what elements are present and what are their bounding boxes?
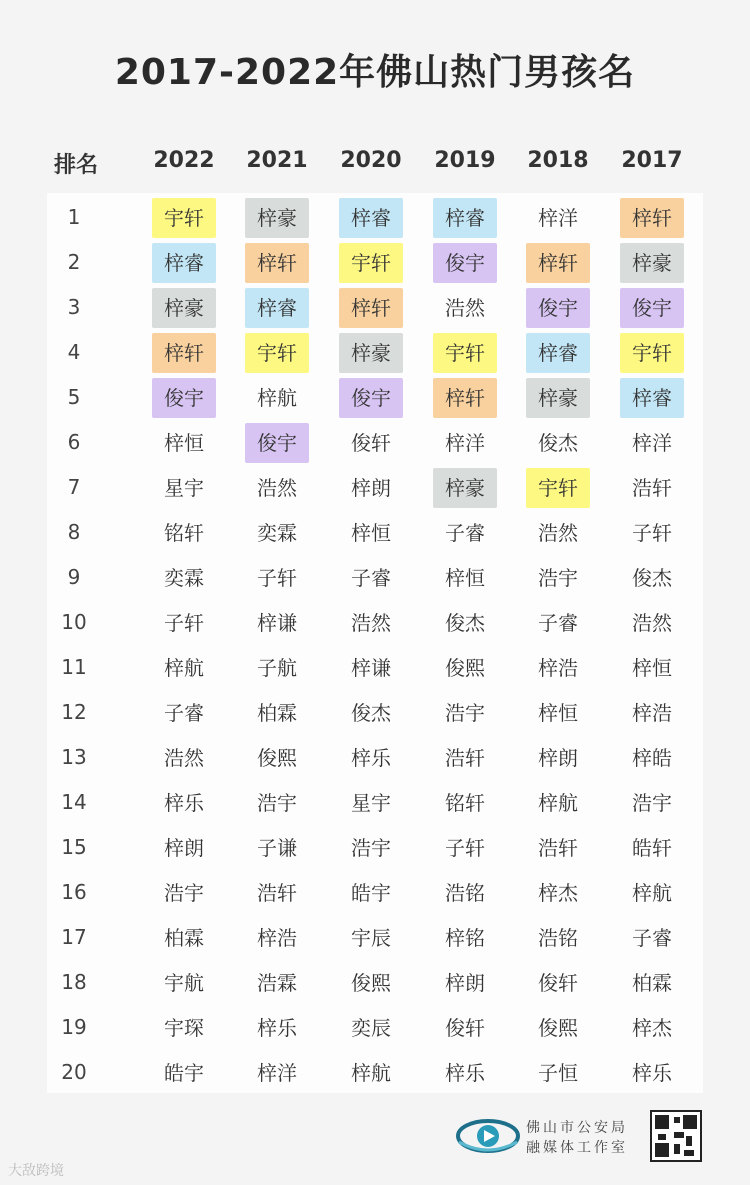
name-cell-2017: 梓轩 (620, 198, 684, 238)
rank-number: 7 (67, 475, 81, 499)
table-row (0, 375, 750, 420)
rank-number: 20 (61, 1060, 87, 1084)
name-cell-2020: 俊熙 (351, 971, 391, 995)
name-cell-2020: 梓睿 (339, 198, 403, 238)
name-cell-2022: 俊宇 (152, 378, 216, 418)
name-cell-2022: 梓航 (164, 656, 204, 680)
name-cell-2021: 梓洋 (257, 1061, 297, 1085)
name-cell-2020: 浩然 (351, 611, 391, 635)
name-cell-2022: 子睿 (164, 701, 204, 725)
name-cell-2018: 浩宇 (538, 566, 578, 590)
name-cell-2019: 梓豪 (433, 468, 497, 508)
name-cell-2017: 柏霖 (632, 971, 672, 995)
name-cell-2018: 浩轩 (538, 836, 578, 860)
table-row (0, 330, 750, 375)
name-cell-2020: 宇辰 (351, 926, 391, 950)
rank-number: 2 (67, 250, 81, 274)
name-cell-2017: 梓皓 (632, 746, 672, 770)
name-cell-2021: 子航 (257, 656, 297, 680)
table-row (0, 1050, 750, 1095)
name-cell-2022: 子轩 (164, 611, 204, 635)
name-cell-2022: 皓宇 (164, 1061, 204, 1085)
name-cell-2021: 俊宇 (245, 423, 309, 463)
name-cell-2019: 梓朗 (445, 971, 485, 995)
name-cell-2019: 宇轩 (433, 333, 497, 373)
name-cell-2017: 宇轩 (620, 333, 684, 373)
name-cell-2017: 梓乐 (632, 1061, 672, 1085)
name-cell-2021: 奕霖 (257, 521, 297, 545)
table-row (0, 960, 750, 1005)
org-line-1: 佛山市公安局 (526, 1120, 628, 1136)
name-cell-2020: 梓乐 (351, 746, 391, 770)
header-year-2021: 2021 (246, 148, 308, 173)
name-cell-2017: 梓浩 (632, 701, 672, 725)
header-year-2019: 2019 (434, 148, 496, 173)
name-cell-2022: 浩宇 (164, 881, 204, 905)
name-cell-2018: 俊杰 (538, 431, 578, 455)
rank-number: 18 (61, 970, 87, 994)
table-row (0, 870, 750, 915)
name-cell-2017: 皓轩 (632, 836, 672, 860)
organization-name (526, 1118, 628, 1158)
table-row (0, 240, 750, 285)
name-cell-2021: 浩轩 (257, 881, 297, 905)
name-cell-2021: 梓乐 (257, 1016, 297, 1040)
header-year-2018: 2018 (527, 148, 589, 173)
name-cell-2022: 宇轩 (152, 198, 216, 238)
header-year-2022: 2022 (153, 148, 215, 173)
name-cell-2021: 俊熙 (257, 746, 297, 770)
name-cell-2019: 梓铭 (445, 926, 485, 950)
table-row (0, 1005, 750, 1050)
name-cell-2017: 梓杰 (632, 1016, 672, 1040)
name-cell-2018: 梓睿 (526, 333, 590, 373)
table-row (0, 780, 750, 825)
rank-number: 11 (61, 655, 87, 679)
name-cell-2022: 奕霖 (164, 566, 204, 590)
table-row (0, 285, 750, 330)
rank-number: 5 (67, 385, 81, 409)
table-row (0, 510, 750, 555)
name-cell-2022: 宇航 (164, 971, 204, 995)
table-header (0, 148, 750, 182)
name-cell-2019: 俊熙 (445, 656, 485, 680)
name-cell-2021: 浩然 (257, 476, 297, 500)
name-cell-2021: 宇轩 (245, 333, 309, 373)
name-cell-2017: 子睿 (632, 926, 672, 950)
name-cell-2018: 梓轩 (526, 243, 590, 283)
header-rank: 排名 (53, 153, 98, 178)
name-cell-2022: 星宇 (164, 476, 204, 500)
name-cell-2021: 子轩 (257, 566, 297, 590)
name-cell-2019: 浩然 (445, 296, 485, 320)
org-line-2: 融媒体工作室 (526, 1140, 628, 1156)
name-cell-2022: 梓豪 (152, 288, 216, 328)
rank-number: 14 (61, 790, 87, 814)
name-cell-2018: 梓航 (538, 791, 578, 815)
name-cell-2018: 俊宇 (526, 288, 590, 328)
table-row (0, 735, 750, 780)
name-cell-2018: 梓浩 (538, 656, 578, 680)
rank-number: 1 (67, 205, 81, 229)
name-cell-2019: 浩宇 (445, 701, 485, 725)
rank-number: 16 (61, 880, 87, 904)
rank-number: 10 (61, 610, 87, 634)
rank-number: 3 (67, 295, 81, 319)
table-row (0, 195, 750, 240)
name-cell-2020: 皓宇 (351, 881, 391, 905)
name-cell-2019: 俊杰 (445, 611, 485, 635)
name-cell-2021: 梓睿 (245, 288, 309, 328)
name-cell-2019: 浩轩 (445, 746, 485, 770)
name-cell-2018: 梓朗 (538, 746, 578, 770)
name-cell-2019: 梓睿 (433, 198, 497, 238)
header-year-2020: 2020 (340, 148, 402, 173)
rank-number: 4 (67, 340, 81, 364)
name-cell-2018: 梓杰 (538, 881, 578, 905)
name-cell-2019: 梓恒 (445, 566, 485, 590)
name-cell-2020: 梓朗 (351, 476, 391, 500)
name-cell-2022: 浩然 (164, 746, 204, 770)
table-row (0, 645, 750, 690)
name-cell-2017: 浩宇 (632, 791, 672, 815)
name-cell-2022: 梓朗 (164, 836, 204, 860)
name-cell-2022: 梓乐 (164, 791, 204, 815)
header-year-2017: 2017 (621, 148, 683, 173)
name-cell-2020: 梓轩 (339, 288, 403, 328)
name-cell-2017: 梓航 (632, 881, 672, 905)
name-cell-2021: 梓浩 (257, 926, 297, 950)
name-cell-2018: 浩然 (538, 521, 578, 545)
rank-number: 9 (67, 565, 81, 589)
name-cell-2018: 浩铭 (538, 926, 578, 950)
name-cell-2017: 梓豪 (620, 243, 684, 283)
name-cell-2019: 梓乐 (445, 1061, 485, 1085)
page-title: 2017-2022年佛山热门男孩名 (114, 52, 636, 93)
rank-number: 15 (61, 835, 87, 859)
rank-number: 19 (61, 1015, 87, 1039)
name-cell-2020: 俊轩 (351, 431, 391, 455)
name-cell-2018: 俊熙 (538, 1016, 578, 1040)
name-cell-2019: 俊轩 (445, 1016, 485, 1040)
name-cell-2020: 梓豪 (339, 333, 403, 373)
table-row (0, 600, 750, 645)
table-row (0, 915, 750, 960)
name-cell-2020: 奕辰 (351, 1016, 391, 1040)
name-cell-2021: 梓航 (257, 386, 297, 410)
name-cell-2019: 子轩 (445, 836, 485, 860)
rank-number: 8 (67, 520, 81, 544)
name-cell-2022: 梓恒 (164, 431, 204, 455)
name-cell-2021: 梓轩 (245, 243, 309, 283)
name-cell-2022: 梓轩 (152, 333, 216, 373)
name-cell-2018: 梓恒 (538, 701, 578, 725)
name-cell-2022: 梓睿 (152, 243, 216, 283)
name-cell-2020: 子睿 (351, 566, 391, 590)
watermark-text: 大敌跨境 (8, 1163, 64, 1179)
name-cell-2020: 浩宇 (351, 836, 391, 860)
rank-number: 17 (61, 925, 87, 949)
name-cell-2017: 俊杰 (632, 566, 672, 590)
name-cell-2020: 梓恒 (351, 521, 391, 545)
name-cell-2020: 梓航 (351, 1061, 391, 1085)
name-cell-2017: 梓恒 (632, 656, 672, 680)
name-cell-2021: 浩宇 (257, 791, 297, 815)
name-cell-2017: 浩轩 (632, 476, 672, 500)
name-cell-2017: 浩然 (632, 611, 672, 635)
name-cell-2021: 梓谦 (257, 611, 297, 635)
table-row (0, 825, 750, 870)
name-cell-2018: 俊轩 (538, 971, 578, 995)
name-cell-2022: 宇琛 (164, 1016, 204, 1040)
name-cell-2022: 柏霖 (164, 926, 204, 950)
name-cell-2021: 柏霖 (257, 701, 297, 725)
name-cell-2018: 子睿 (538, 611, 578, 635)
name-cell-2017: 梓睿 (620, 378, 684, 418)
rank-number: 12 (61, 700, 87, 724)
name-cell-2019: 梓轩 (433, 378, 497, 418)
name-cell-2019: 子睿 (445, 521, 485, 545)
qr-code-icon (650, 1110, 702, 1162)
name-cell-2020: 宇轩 (339, 243, 403, 283)
name-cell-2018: 梓豪 (526, 378, 590, 418)
eye-logo-icon (455, 1112, 521, 1158)
name-cell-2019: 俊宇 (433, 243, 497, 283)
name-cell-2020: 俊宇 (339, 378, 403, 418)
name-cell-2021: 子谦 (257, 836, 297, 860)
name-cell-2017: 俊宇 (620, 288, 684, 328)
name-cell-2022: 铭轩 (164, 521, 204, 545)
name-cell-2018: 梓洋 (538, 206, 578, 230)
table-row (0, 465, 750, 510)
name-cell-2018: 子恒 (538, 1061, 578, 1085)
name-cell-2020: 梓谦 (351, 656, 391, 680)
name-cell-2018: 宇轩 (526, 468, 590, 508)
rank-number: 13 (61, 745, 87, 769)
rank-number: 6 (67, 430, 81, 454)
name-cell-2021: 浩霖 (257, 971, 297, 995)
name-cell-2017: 梓洋 (632, 431, 672, 455)
name-cell-2021: 梓豪 (245, 198, 309, 238)
name-cell-2017: 子轩 (632, 521, 672, 545)
name-cell-2020: 俊杰 (351, 701, 391, 725)
name-cell-2019: 浩铭 (445, 881, 485, 905)
name-cell-2019: 铭轩 (445, 791, 485, 815)
table-row (0, 690, 750, 735)
table-row (0, 555, 750, 600)
name-cell-2019: 梓洋 (445, 431, 485, 455)
name-cell-2020: 星宇 (351, 791, 391, 815)
table-row (0, 420, 750, 465)
